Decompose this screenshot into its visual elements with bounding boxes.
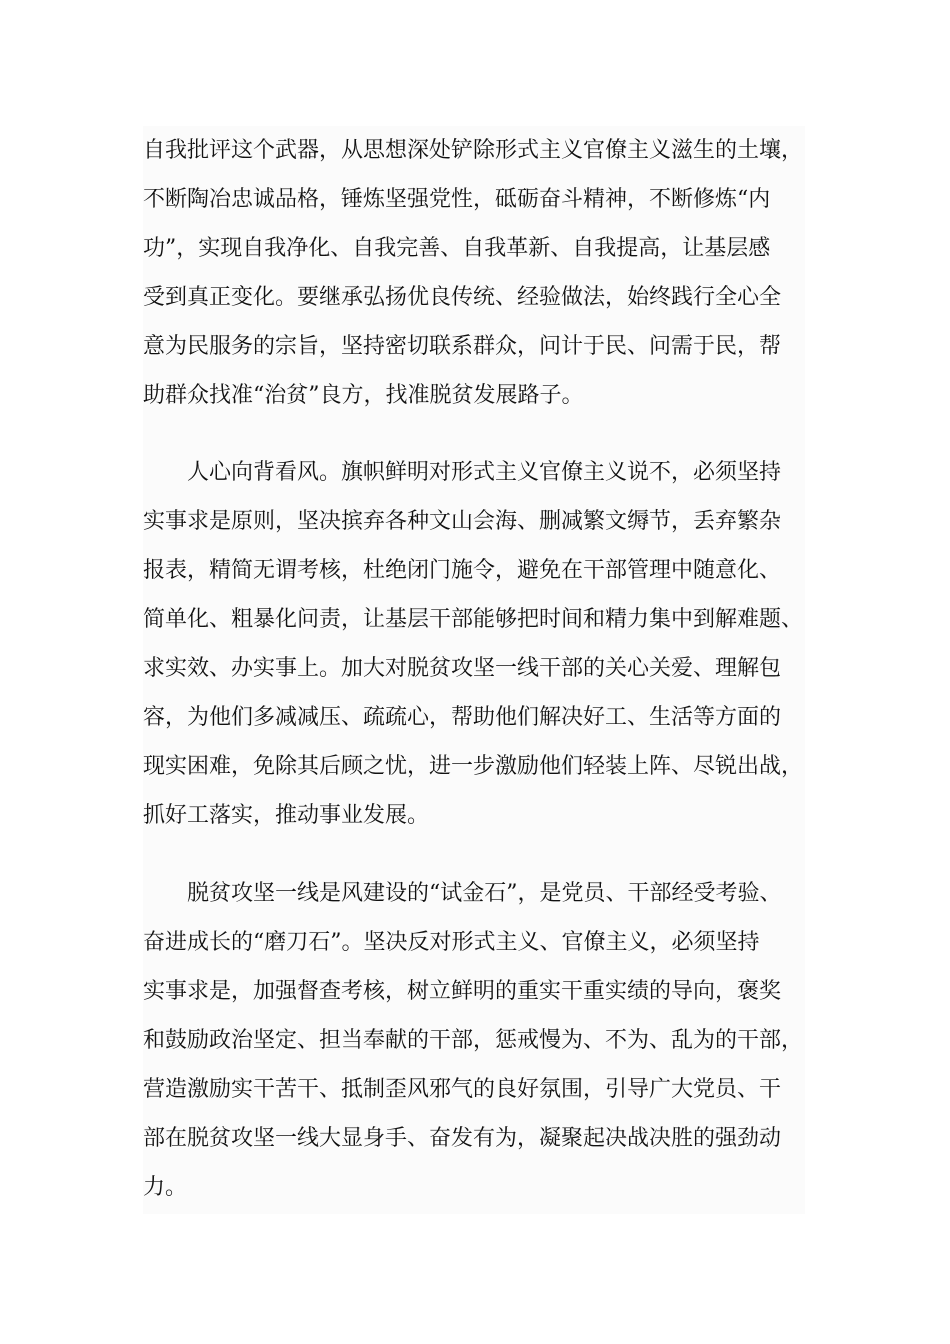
text-line: 力。 bbox=[143, 1175, 188, 1200]
text-line: 人心向背看风。旗帜鲜明对形式主义官僚主义说不，必须坚持 bbox=[187, 460, 782, 485]
text-line: 求实效、办实事上。加大对脱贫攻坚一线干部的关心关爱、理解包 bbox=[143, 656, 782, 681]
text-line: 不断陶冶忠诚品格，锤炼坚强党性，砥砺奋斗精神，不断修炼“内 bbox=[143, 187, 771, 212]
text-line: 抓好工落实，推动事业发展。 bbox=[143, 803, 430, 828]
text-line: 部在脱贫攻坚一线大显身手、奋发有为，凝聚起决战决胜的强劲动 bbox=[143, 1126, 782, 1151]
text-line: 受到真正变化。要继承弘扬优良传统、经验做法，始终践行全心全 bbox=[143, 285, 782, 310]
text-block bbox=[143, 126, 805, 1214]
text-line: 实事求是原则，坚决摈弃各种文山会海、删减繁文缛节，丢弃繁杂 bbox=[143, 509, 782, 534]
text-line: 和鼓励政治坚定、担当奉献的干部，惩戒慢为、不为、乱为的干部， bbox=[143, 1028, 804, 1053]
text-line: 奋进成长的“磨刀石”。坚决反对形式主义、官僚主义，必须坚持 bbox=[143, 930, 760, 955]
text-line: 功”，实现自我净化、自我完善、自我革新、自我提高，让基层感 bbox=[143, 236, 771, 261]
text-line: 自我批评这个武器，从思想深处铲除形式主义官僚主义滋生的土壤， bbox=[143, 138, 804, 163]
text-line: 助群众找准“治贫”良方，找准脱贫发展路子。 bbox=[143, 383, 584, 408]
text-line: 实事求是，加强督查考核，树立鲜明的重实干重实绩的导向，褒奖 bbox=[143, 979, 782, 1004]
text-line: 意为民服务的宗旨，坚持密切联系群众，问计于民、问需于民，帮 bbox=[143, 334, 782, 359]
text-line: 现实困难，免除其后顾之忧，进一步激励他们轻装上阵、尽锐出战， bbox=[143, 754, 804, 779]
text-line: 报表，精简无谓考核，杜绝闭门施令，避免在干部管理中随意化、 bbox=[143, 558, 782, 583]
text-line: 营造激励实干苦干、抵制歪风邪气的良好氛围，引导广大党员、干 bbox=[143, 1077, 782, 1102]
text-line: 脱贫攻坚一线是风建设的“试金石”，是党员、干部经受考验、 bbox=[187, 881, 782, 906]
text-line: 简单化、粗暴化问责，让基层干部能够把时间和精力集中到解难题、 bbox=[143, 607, 804, 632]
text-line: 容，为他们多减减压、疏疏心，帮助他们解决好工、生活等方面的 bbox=[143, 705, 782, 730]
